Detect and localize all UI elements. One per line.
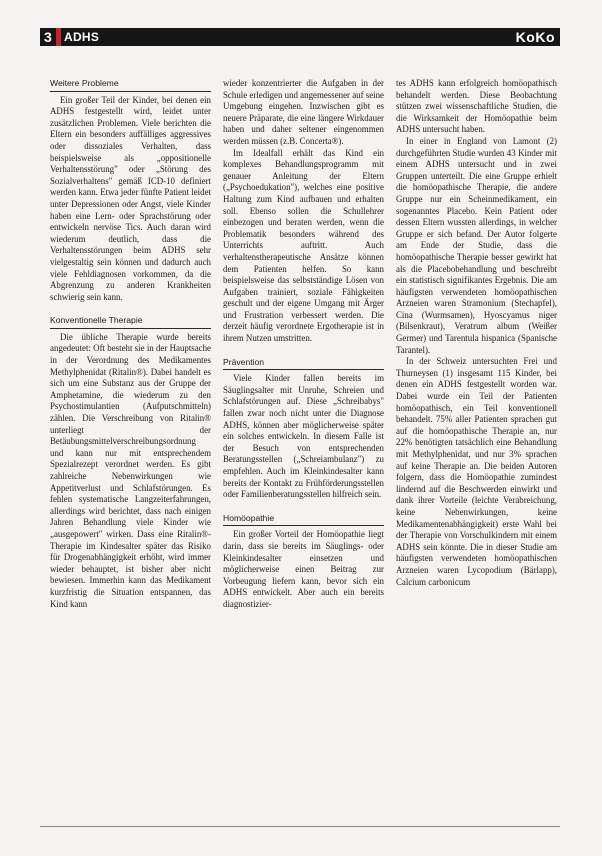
heading-weitere-probleme: Weitere Probleme [50,78,211,92]
paragraph: Im Idealfall erhält das Kind ein komplexes Behandlungsprogramm mit genauer Anleitung der Eltern („Psychoedukation"), welches eine positive Haltung zum Kind aufbauen und erhalten soll. Ebenso sollen die Schullehrer einbezogen und beraten werden, wenn die Problematik besonders während des Unterrichts auftritt. Auch verhaltenstherapeutische Ansätze können dem Patienten helfen. So kann beispielsweise das selbstständige Lösen von Aufgaben trainiert, soziale Fähigkeiten geschult und der eigene Umgang mit Ärger und Frustration verbessert werden. Die derzeit häufig verordnete Ergotherapie ist in ihrem Nutzen umstritten. [223,147,384,344]
paragraph: Die übliche Therapie wurde bereits angedeutet: Oft besteht sie in der Hauptsache in der Verordnung des Medikamentes Methylphenidat (Ritalin®). Dabei handelt es sich um eine Substanz aus der Gruppe der Amphetamine, die wiederum zu den Psychostimulantien (Aufputschmitteln) zählen. Die Verschreibung von Ritalin® unterliegt der Betäubungsmittelverschreibungsordnung und kann nur mit entsprechendem Spezialrezept verordnet werden. Es gibt zahlreiche Nebenwirkungen wie Appetitverlust und Schlafstörungen. Es fehlen systematische Langzeiterfahrungen, allerdings wird berichtet, dass nach einigen Jahren Behandlung viele Kinder wie „ausgepowert" wirken. Dass eine Ritalin®-Therapie im Kindesalter später das Risiko für Drogenabhängigkeit erhöht, wird immer wieder behauptet, ist bisher aber nicht bewiesen. Immerhin kann das Medikament kurzfristig die Situation entspannen, das Kind kann [50,331,211,609]
header-bar [40,28,560,46]
paragraph: wieder konzentrierter die Aufgaben in der Schule erledigen und angemessener auf seine Umgebung eingehen. Inzwischen gibt es neuere Präparate, die eine längere Wirkdauer haben und daher seltener eingenommen werden müssen (z.B. Concerta®). [223,78,384,146]
column-2 [223,78,384,808]
section-title: ADHS [64,30,100,44]
paragraph: Viele Kinder fallen bereits im Säuglingsalter mit Unruhe, Schreien und Schlafstörungen auf. Diese „Schreibabys" fallen zwar noch nicht unter die Diagnose ADHS, können aber möglicherweise später ein solches entwickeln. In diesem Falle ist der Besuch von entsprechenden Beratungsstellen („Schreiambulanz") zu empfehlen. Auch im Kleinkindesalter kann bereits der Kontakt zu Frühförderungsstellen oder Familienberatungsstellen hilfreich sein. [223,373,384,500]
page-number: 3 [44,29,52,45]
heading-homoeopathie: Homöopathie [223,513,384,527]
heading-konventionelle-therapie: Konventionelle Therapie [50,315,211,329]
paragraph: In einer in England von Lamont (2) durchgeführten Studie wurden 43 Kinder mit einem ADHS untersucht und in zwei Gruppen unterteilt. Die eine Gruppe erhielt die homöopathische Therapie, die andere Gruppe nur ein Scheinmedikament, ein sogenanntes Placebo. Kein Patient oder dessen Eltern wussten allerdings, in welcher Gruppe er sich befand. Der Autor folgerte am Ende der Studie, dass die homöopathische Therapie besser gewirkt hat als die Placebobehandlung und beschreibt ein statistisch signifikantes Ergebnis. Die am häufigsten verwendeten homöopathischen Arzneien waren Stramonium (Stechapfel), Cina (Wurmsamen), Hyoscyamus niger (Bilsenkraut), Veratrum album (Weißer Germer) und Tarentula hispanica (Spanische Tarantel). [396,135,557,355]
paragraph: Ein großer Vorteil der Homöopathie liegt darin, dass sie bereits im Säuglings- oder Kleinkindesalter einsetzen und möglicherweise einen Beitrag zur Vorbeugung liefern kann, bevor sich ein ADHS entwickelt. Aber auch ein bereits diagnostizier- [223,529,384,609]
paragraph: tes ADHS kann erfolgreich homöopathisch behandelt werden. Diese Beobachtung stützen zwei wissenschaftliche Studien, die die Wirksamkeit der Homöopathie beim ADHS untersucht haben. [396,78,557,135]
section-marker [56,28,61,46]
column-1 [50,78,211,808]
footer-rule [40,826,560,827]
paragraph: In der Schweiz untersuchten Frei und Thurneysen (1) insgesamt 115 Kinder, bei denen ein ADHS festgestellt worden war. Dabei wurde ein Teil der Patienten homöopathisch, ein Teil konventionell behandelt. 75% aller Patienten sprachen gut auf die homöopathische Therapie an, nur 22% benötigten tatsächlich eine Behandlung mit Methylphenidat, und nur 3% sprachen auf keine Therapie an. Die beiden Autoren folgern, dass die Homöopathie zumindest lindernd auf die Beschwerden einwirkt und dank ihrer Vorteile (leichte Verabreichung, keine Nebenwirkungen, keine Medikamentenabhängigkeit) erste Wahl bei der Therapie von Vorschulkindern mit einem ADHS sein könnte. Die in dieser Studie am häufigsten verwendeten homöopathischen Arzneien waren Lycopodium (Bärlapp), Calcium carbonicum [396,356,557,587]
paragraph: Ein großer Teil der Kinder, bei denen ein ADHS festgestellt wird, leidet unter zusätzlichen Problemen. Viele berichten die Eltern ein besonders auffälliges aggressives oder dissoziales Verhalten, dass beispielsweise als „oppositionelle Verhaltensstörung" oder „Störung des Sozialverhaltens" gemäß ICD-10 definiert werden kann. Etwa jeder fünfte Patient leidet unter Depressionen oder Angst, viele Kinder haben eine Lern- oder Sprachstörung oder entwickeln nervöse Tics. Auch daran wird wiederum deutlich, dass die Verhaltensstörungen beim ADHS sehr vielgestaltig sein können und dadurch auch viele Fehldiagnosen vorkommen, da die Abgrenzung zu anderen Krankheiten schwierig sein kann. [50,94,211,302]
brand-logo: KoKo [515,29,555,45]
column-3 [396,78,557,808]
heading-praevention: Prävention [223,357,384,371]
article-body [50,78,558,808]
